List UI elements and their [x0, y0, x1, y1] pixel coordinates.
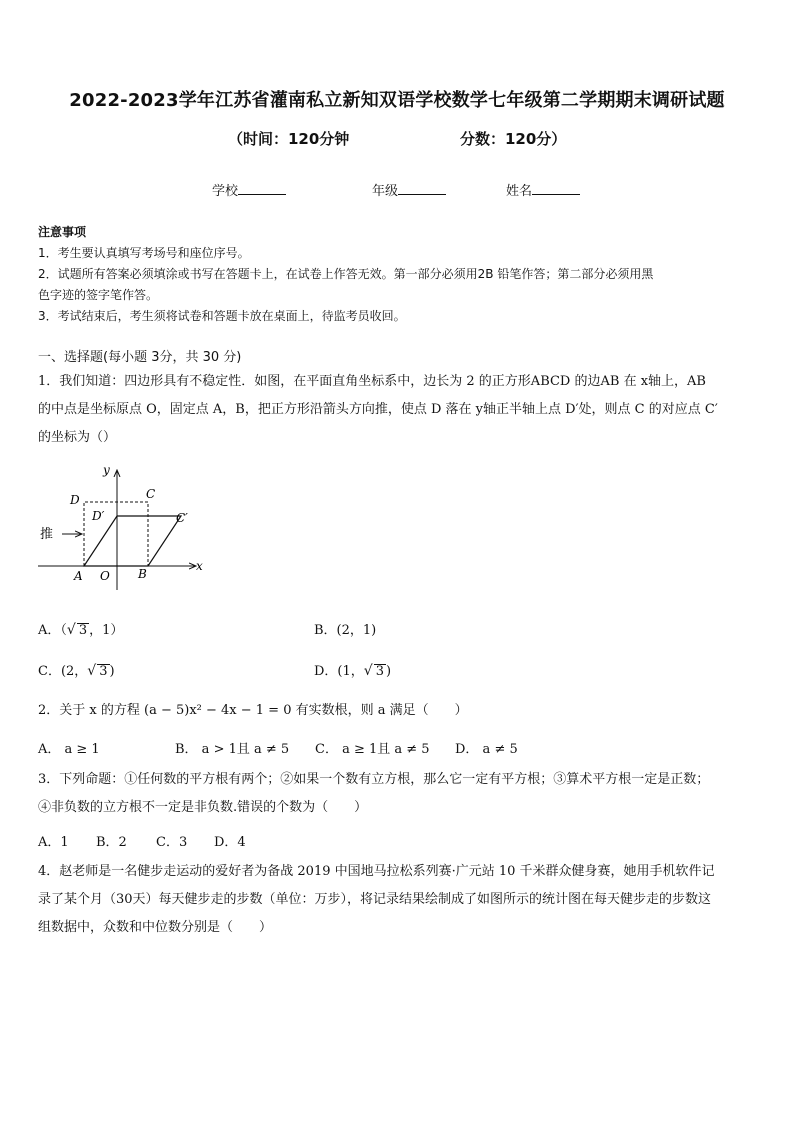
- point-D: D: [70, 493, 80, 507]
- point-A: A: [74, 569, 83, 583]
- question-4-line: 4．赵老师是一名健步走运动的爱好者为备战 2019 中国地马拉松系列赛·广元站 10 千米群众健身赛，她用手机软件记: [38, 864, 715, 879]
- question-2: 2．关于 x 的方程 (a − 5)x² − 4x − 1 = 0 有实数根，则 a 满足（ ）: [38, 703, 468, 718]
- q2-option-C[interactable]: C． a ≥ 1且 a ≠ 5: [315, 742, 430, 757]
- exam-time: （时间：120分钟: [228, 130, 350, 148]
- school-blank[interactable]: [238, 182, 286, 195]
- school-label: 学校: [212, 184, 239, 199]
- question-3: [38, 766, 758, 822]
- q1-option-C[interactable]: C．(2，√ 3 ): [38, 663, 115, 679]
- question-1-line: 的中点是坐标原点 O，固定点 A，B，把正方形沿箭头方向推，使点 D 落在 y轴正半轴上点 D′处，则点 C 的对应点 C′: [38, 402, 718, 417]
- point-D-prime: D′: [92, 509, 105, 523]
- point-C: C: [146, 487, 156, 501]
- name-label: 姓名: [506, 184, 533, 199]
- y-label: y: [103, 463, 110, 477]
- question-3-line: ④非负数的立方根不一定是非负数.错误的个数为（ ）: [38, 800, 368, 815]
- school-field[interactable]: [212, 180, 286, 199]
- point-C-prime: C′: [176, 511, 188, 525]
- question-4-line: 组数据中，众数和中位数分别是（ ）: [38, 920, 273, 935]
- notice-item: 色字迹的签字笔作答。: [38, 288, 159, 302]
- push-label: 推: [40, 527, 54, 542]
- q2-option-A[interactable]: A． a ≥ 1: [38, 742, 100, 757]
- exam-score: 分数：120分）: [460, 130, 567, 148]
- name-field[interactable]: [506, 180, 580, 199]
- q3-option-A[interactable]: A．1: [38, 835, 69, 850]
- q1-option-B[interactable]: B．(2，1): [314, 623, 377, 638]
- q1-option-A[interactable]: A．（√ 3 ，1）: [38, 622, 124, 638]
- question-1: [38, 368, 758, 452]
- notice-heading: 注意事项: [38, 225, 87, 239]
- notice-item: 3．考试结束后，考生须将试卷和答题卡放在桌面上，待监考员收回。: [38, 309, 406, 323]
- q2-option-D[interactable]: D． a ≠ 5: [455, 742, 518, 757]
- name-blank[interactable]: [532, 182, 580, 195]
- section-heading: 一、选择题(每小题 3分，共 30 分): [38, 350, 242, 365]
- notice-item: 2．试题所有答案必须填涂或书写在答题卡上，在试卷上作答无效。第一部分必须用2B 铅笔作答；第二部分必须用黑: [38, 267, 654, 281]
- q3-option-B[interactable]: B．2: [96, 835, 127, 850]
- point-B: B: [138, 567, 147, 581]
- x-label: x: [196, 559, 203, 573]
- question-4: [38, 858, 758, 942]
- notice-block: [38, 222, 758, 327]
- question-1-line: 1．我们知道：四边形具有不稳定性．如图，在平面直角坐标系中，边长为 2 的正方形ABCD 的边AB 在 x轴上，AB: [38, 374, 706, 389]
- pushed-parallelogram: [84, 516, 181, 566]
- question-3-line: 3．下列命题：①任何数的平方根有两个；②如果一个数有立方根，那么它一定有平方根；③算术平方根一定是正数；: [38, 772, 710, 787]
- q2-option-B[interactable]: B． a > 1且 a ≠ 5: [175, 742, 290, 757]
- grade-field[interactable]: [372, 180, 446, 199]
- question-4-line: 录了某个月（30天）每天健步走的步数（单位：万步），将记录结果绘制成了如图所示的统计图在每天健步走的步数这: [38, 892, 712, 907]
- q3-option-D[interactable]: D．4: [214, 835, 246, 850]
- q1-option-D[interactable]: D．(1，√ 3 ): [314, 663, 392, 679]
- question-1-line: 的坐标为（）: [38, 430, 117, 445]
- grade-blank[interactable]: [398, 182, 446, 195]
- q3-option-C[interactable]: C．3: [156, 835, 188, 850]
- grade-label: 年级: [372, 184, 399, 199]
- point-O: O: [100, 569, 110, 583]
- notice-item: 1．考生要认真填写考场号和座位序号。: [38, 246, 250, 260]
- question-1-figure: [36, 462, 208, 600]
- exam-title: 2022-2023学年江苏省灌南私立新知双语学校数学七年级第二学期期末调研试题: [69, 90, 725, 111]
